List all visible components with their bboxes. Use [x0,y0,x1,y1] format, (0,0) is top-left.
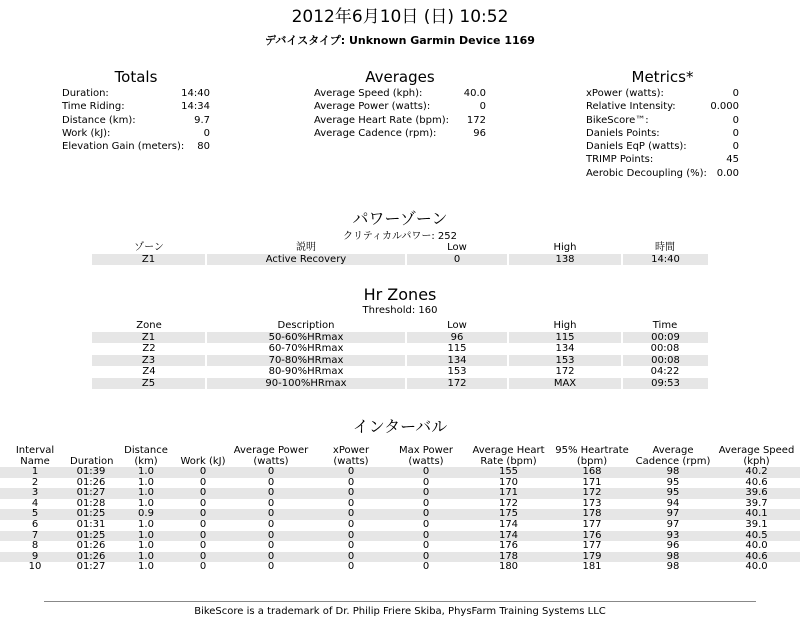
metrics-row [586,167,739,180]
column-header-text: Interval Name [15,445,55,467]
averages-value: 172 [466,114,486,126]
power-zones-table [92,242,708,265]
table-cell: 153 [508,355,622,367]
metrics-label: Relative Intensity: [586,101,676,113]
table-cell: 173 [582,497,602,509]
table-cell: 97 [666,518,680,530]
column-header: ゾーン [134,242,164,253]
page-title: 2012年6月10日 (日) 10:52 [291,7,509,27]
table-cell: 01:26 [76,476,106,488]
metrics-row [586,127,739,140]
averages-label: Average Power (watts): [314,101,431,113]
column-header-text: (watts) [253,455,289,467]
column-header [316,446,386,467]
table-cell: 01:28 [76,497,106,509]
hr-zones-sub: Threshold: 160 [362,305,438,316]
metrics-label: BikeScore™: [586,114,649,126]
table-row [92,378,708,390]
averages-value: 0 [479,101,486,113]
table-cell: 7 [0,531,70,542]
table-cell: 1.0 [138,561,154,573]
table-cell: 0.9 [112,509,180,520]
totals-row [62,100,210,113]
column-header-text: 95% Heartrate [555,445,629,456]
column-header [551,446,633,467]
table-row [0,499,800,510]
table-cell: 40.1 [713,509,800,520]
table-cell: Z1 [92,332,206,344]
table-cell: Z3 [92,355,206,367]
table-cell: 0 [316,509,386,520]
table-cell: 155 [466,467,551,478]
table-cell: 60-70%HRmax [268,343,344,354]
table-row [0,531,800,542]
table-cell: 96 [406,332,508,344]
column-header-text: Work (kJ) [180,455,226,467]
table-cell: 176 [498,540,519,552]
column-header [466,446,551,467]
table-cell: 0 [226,509,316,520]
table-cell: 9 [0,552,70,563]
table-cell: 00:08 [622,355,708,367]
table-cell: 0 [267,540,275,552]
hr-zones-heading: Hr Zones [363,285,437,304]
metrics-value: 0 [732,127,739,139]
metrics-row [586,114,739,127]
table-cell: 181 [582,561,602,573]
table-cell: 3 [0,488,70,499]
averages-value: 40.0 [463,88,486,99]
metrics-row [586,153,739,166]
column-header [386,446,466,467]
totals-value: 9.7 [194,114,210,126]
table-cell: 0 [386,488,466,499]
totals-row [62,127,210,140]
column-header [180,446,226,467]
column-header-text: Cadence (rpm) [635,455,711,467]
table-cell: 96 [666,540,680,552]
totals-row [62,140,210,153]
table-cell: 80-90%HRmax [268,366,344,377]
totals-list [62,87,210,153]
metrics-value: 0 [732,141,739,153]
table-cell: 177 [582,518,602,530]
hr-zones-header [92,320,708,332]
table-cell: 09:53 [622,378,708,390]
averages-heading: Averages [365,68,435,86]
metrics-label: Aerobic Decoupling (%): [586,167,707,179]
column-header: High [553,320,577,331]
metrics-label: Daniels Points: [586,127,660,139]
table-cell: 1.0 [112,552,180,563]
table-cell: 171 [582,476,602,488]
column-header: 時間 [655,242,675,253]
table-cell: 6 [31,518,39,530]
table-cell: 177 [582,540,602,552]
table-cell: 178 [551,509,633,520]
table-cell: 1.0 [138,476,154,488]
table-cell: 1 [0,467,70,478]
table-cell: 138 [508,254,622,266]
metrics-value: 0 [732,88,739,99]
table-cell: Active Recovery [206,254,406,266]
table-cell: Z2 [142,343,156,354]
table-cell: 0 [267,476,275,488]
metrics-label: xPower (watts): [586,88,664,99]
table-row [0,478,800,489]
table-cell: 0 [267,497,275,509]
column-header-text: Average Power [233,445,309,456]
column-header [112,446,180,467]
metrics-value: 0 [732,114,739,126]
averages-row [314,114,486,127]
totals-label: Elevation Gain (meters): [62,141,185,153]
metrics-value: 0.00 [716,167,739,179]
metrics-row [586,140,739,153]
table-cell: 0 [180,488,226,499]
metrics-value: 0.000 [710,101,739,113]
totals-label: Time Riding: [62,101,125,113]
table-cell: 0 [316,488,386,499]
column-header: High [553,242,577,253]
table-cell: 39.7 [745,497,768,509]
table-cell: 0 [199,540,207,552]
intervals-header [0,446,800,467]
table-cell: 172 [555,366,575,377]
metrics-row [586,100,739,113]
table-cell: 0 [316,467,386,478]
totals-heading: Totals [114,68,158,86]
averages-row [314,100,486,113]
column-header-text: Average [652,445,694,456]
table-cell: 39.1 [745,518,768,530]
table-row [92,355,708,367]
totals-section [62,67,210,153]
table-cell: 179 [551,552,633,563]
column-header-text: (bpm) [576,455,608,467]
table-cell: 40.6 [745,476,768,488]
table-cell: 0 [180,531,226,542]
column-header-text: Average Heart [472,445,545,456]
table-cell: 01:25 [70,531,112,542]
table-cell: 40.0 [745,561,768,573]
table-cell: 1.0 [112,488,180,499]
table-cell: 50-60%HRmax [206,332,406,344]
table-cell: 93 [633,531,713,542]
table-cell: 2 [31,476,39,488]
table-cell: 0 [347,561,355,573]
column-header: Zone [136,320,162,331]
totals-value: 80 [197,141,210,153]
totals-value: 0 [203,127,210,139]
totals-label: Duration: [62,88,109,99]
table-cell: 40.0 [745,540,768,552]
table-row [0,541,800,552]
table-cell: Z1 [92,254,206,266]
table-row [0,467,800,478]
table-row [0,552,800,563]
table-row [92,332,708,344]
table-cell: 0 [347,497,355,509]
table-cell: 01:26 [70,552,112,563]
averages-row [314,127,486,140]
table-cell: 00:08 [650,343,680,354]
column-header-text: Distance (km) [124,445,168,467]
metrics-heading: Metrics* [631,68,694,86]
table-cell: 95 [666,476,680,488]
metrics-list [586,87,739,180]
column-header-text: Rate (bpm) [480,455,537,467]
table-cell: 0 [226,467,316,478]
table-cell: 0 [226,552,316,563]
table-cell: 10 [28,561,42,573]
column-header: Low [447,242,467,253]
table-row [92,254,708,266]
table-cell: 40.6 [713,552,800,563]
averages-label: Average Cadence (rpm): [314,127,437,139]
table-cell: 0 [226,531,316,542]
table-cell: 01:25 [70,509,112,520]
table-cell: 01:26 [76,540,106,552]
table-cell: 8 [31,540,39,552]
column-header [713,446,800,467]
totals-label: Distance (km): [62,114,136,126]
table-cell: 0 [180,509,226,520]
table-cell: 98 [633,552,713,563]
table-cell: 98 [633,467,713,478]
table-cell: Z4 [142,366,156,377]
table-row [0,520,800,531]
metrics-label: Daniels EqP (watts): [586,141,687,153]
table-cell: 115 [508,332,622,344]
device-type: デバイスタイプ: Unknown Garmin Device 1169 [265,34,535,47]
table-row [0,562,800,573]
table-cell: 00:09 [622,332,708,344]
table-cell: 5 [0,509,70,520]
column-header-text: Duration [70,455,114,467]
table-cell: 0 [422,540,430,552]
totals-label: Work (kJ): [62,127,111,139]
table-cell: 171 [466,488,551,499]
averages-label: Average Heart Rate (bpm): [314,114,449,126]
table-cell: 172 [498,497,519,509]
table-cell: 0 [199,476,207,488]
power-zones-header [92,242,708,254]
table-cell: 174 [498,518,519,530]
table-cell: 115 [447,343,467,354]
table-cell: 0 [267,518,275,530]
table-cell: 0 [267,561,275,573]
averages-row [314,87,486,100]
table-cell: 170 [498,476,519,488]
table-cell: 0 [226,488,316,499]
table-cell: 97 [633,509,713,520]
table-cell: 174 [466,531,551,542]
table-row [0,509,800,520]
table-cell: 40.2 [713,467,800,478]
table-cell: 134 [406,355,508,367]
table-cell: 178 [466,552,551,563]
table-cell: 1.0 [138,497,154,509]
table-cell: 90-100%HRmax [206,378,406,390]
table-cell: 01:27 [70,488,112,499]
averages-section [314,67,486,140]
table-cell: 14:40 [622,254,708,266]
table-cell: 0 [386,552,466,563]
table-cell: 0 [180,552,226,563]
column-header-text: (watts) [408,455,444,467]
table-cell: 01:39 [70,467,112,478]
table-cell: 94 [666,497,680,509]
table-cell: 1.0 [112,467,180,478]
table-cell: 1.0 [138,540,154,552]
table-cell: 180 [498,561,519,573]
table-cell: 04:22 [650,366,680,377]
averages-label: Average Speed (kph): [314,88,423,99]
metrics-value: 45 [726,154,739,166]
table-cell: 39.6 [713,488,800,499]
table-cell: 01:27 [76,561,106,573]
table-cell: 176 [551,531,633,542]
footer-divider [44,601,756,602]
table-cell: 40.5 [713,531,800,542]
table-row [92,343,708,355]
table-cell: 0 [386,509,466,520]
averages-list [314,87,486,140]
table-cell: 0 [386,531,466,542]
table-cell: 0 [316,531,386,542]
table-cell: 0 [406,254,508,266]
intervals-heading: インターバル [352,417,448,436]
table-cell: 98 [666,561,680,573]
column-header: 説明 [296,242,316,253]
table-cell: 0 [386,467,466,478]
power-zones-sub: クリティカルパワー: 252 [343,231,457,242]
averages-value: 96 [473,127,486,139]
column-header [0,446,70,467]
column-header [633,446,713,467]
column-header: Low [447,320,467,331]
table-cell: 4 [31,497,39,509]
table-cell: 0 [422,497,430,509]
column-header-text: Average Speed [718,445,795,456]
column-header-text: Max Power [398,445,454,456]
table-cell: 172 [406,378,508,390]
table-cell: 172 [551,488,633,499]
table-cell: 0 [347,540,355,552]
metrics-section [586,67,739,180]
table-cell: 95 [633,488,713,499]
table-row [92,366,708,378]
power-zones-heading: パワーゾーン [352,209,448,228]
column-header-text: (kph) [743,455,770,467]
intervals-table [0,446,800,573]
table-cell: 0 [422,561,430,573]
column-header [70,446,112,467]
table-cell: 0 [422,476,430,488]
table-cell: 0 [422,518,430,530]
footer-note: BikeScore is a trademark of Dr. Philip Friere Skiba, PhysFarm Training Systems LLC [194,606,606,617]
hr-zones-table [92,320,708,389]
column-header: Time [652,320,678,331]
table-cell: 168 [551,467,633,478]
table-cell: 0 [199,518,207,530]
column-header: Description [277,320,335,331]
metrics-label: TRIMP Points: [586,154,654,166]
totals-row [62,114,210,127]
table-cell: 0 [180,467,226,478]
totals-row [62,87,210,100]
table-cell: 175 [466,509,551,520]
table-cell: 0 [199,497,207,509]
table-cell: 0 [347,476,355,488]
totals-value: 14:34 [181,101,210,113]
table-cell: MAX [508,378,622,390]
table-cell: 70-80%HRmax [206,355,406,367]
table-cell: 134 [555,343,575,354]
table-cell: 1.0 [112,531,180,542]
table-cell: 0 [199,561,207,573]
table-cell: 0 [347,518,355,530]
table-row [0,488,800,499]
metrics-row [586,87,739,100]
table-cell: Z5 [92,378,206,390]
column-header [226,446,316,467]
table-cell: 1.0 [138,518,154,530]
column-header-text: xPower (watts) [332,445,370,467]
totals-value: 14:40 [181,88,210,99]
table-cell: 01:31 [76,518,106,530]
table-cell: 0 [316,552,386,563]
table-cell: 153 [447,366,467,377]
